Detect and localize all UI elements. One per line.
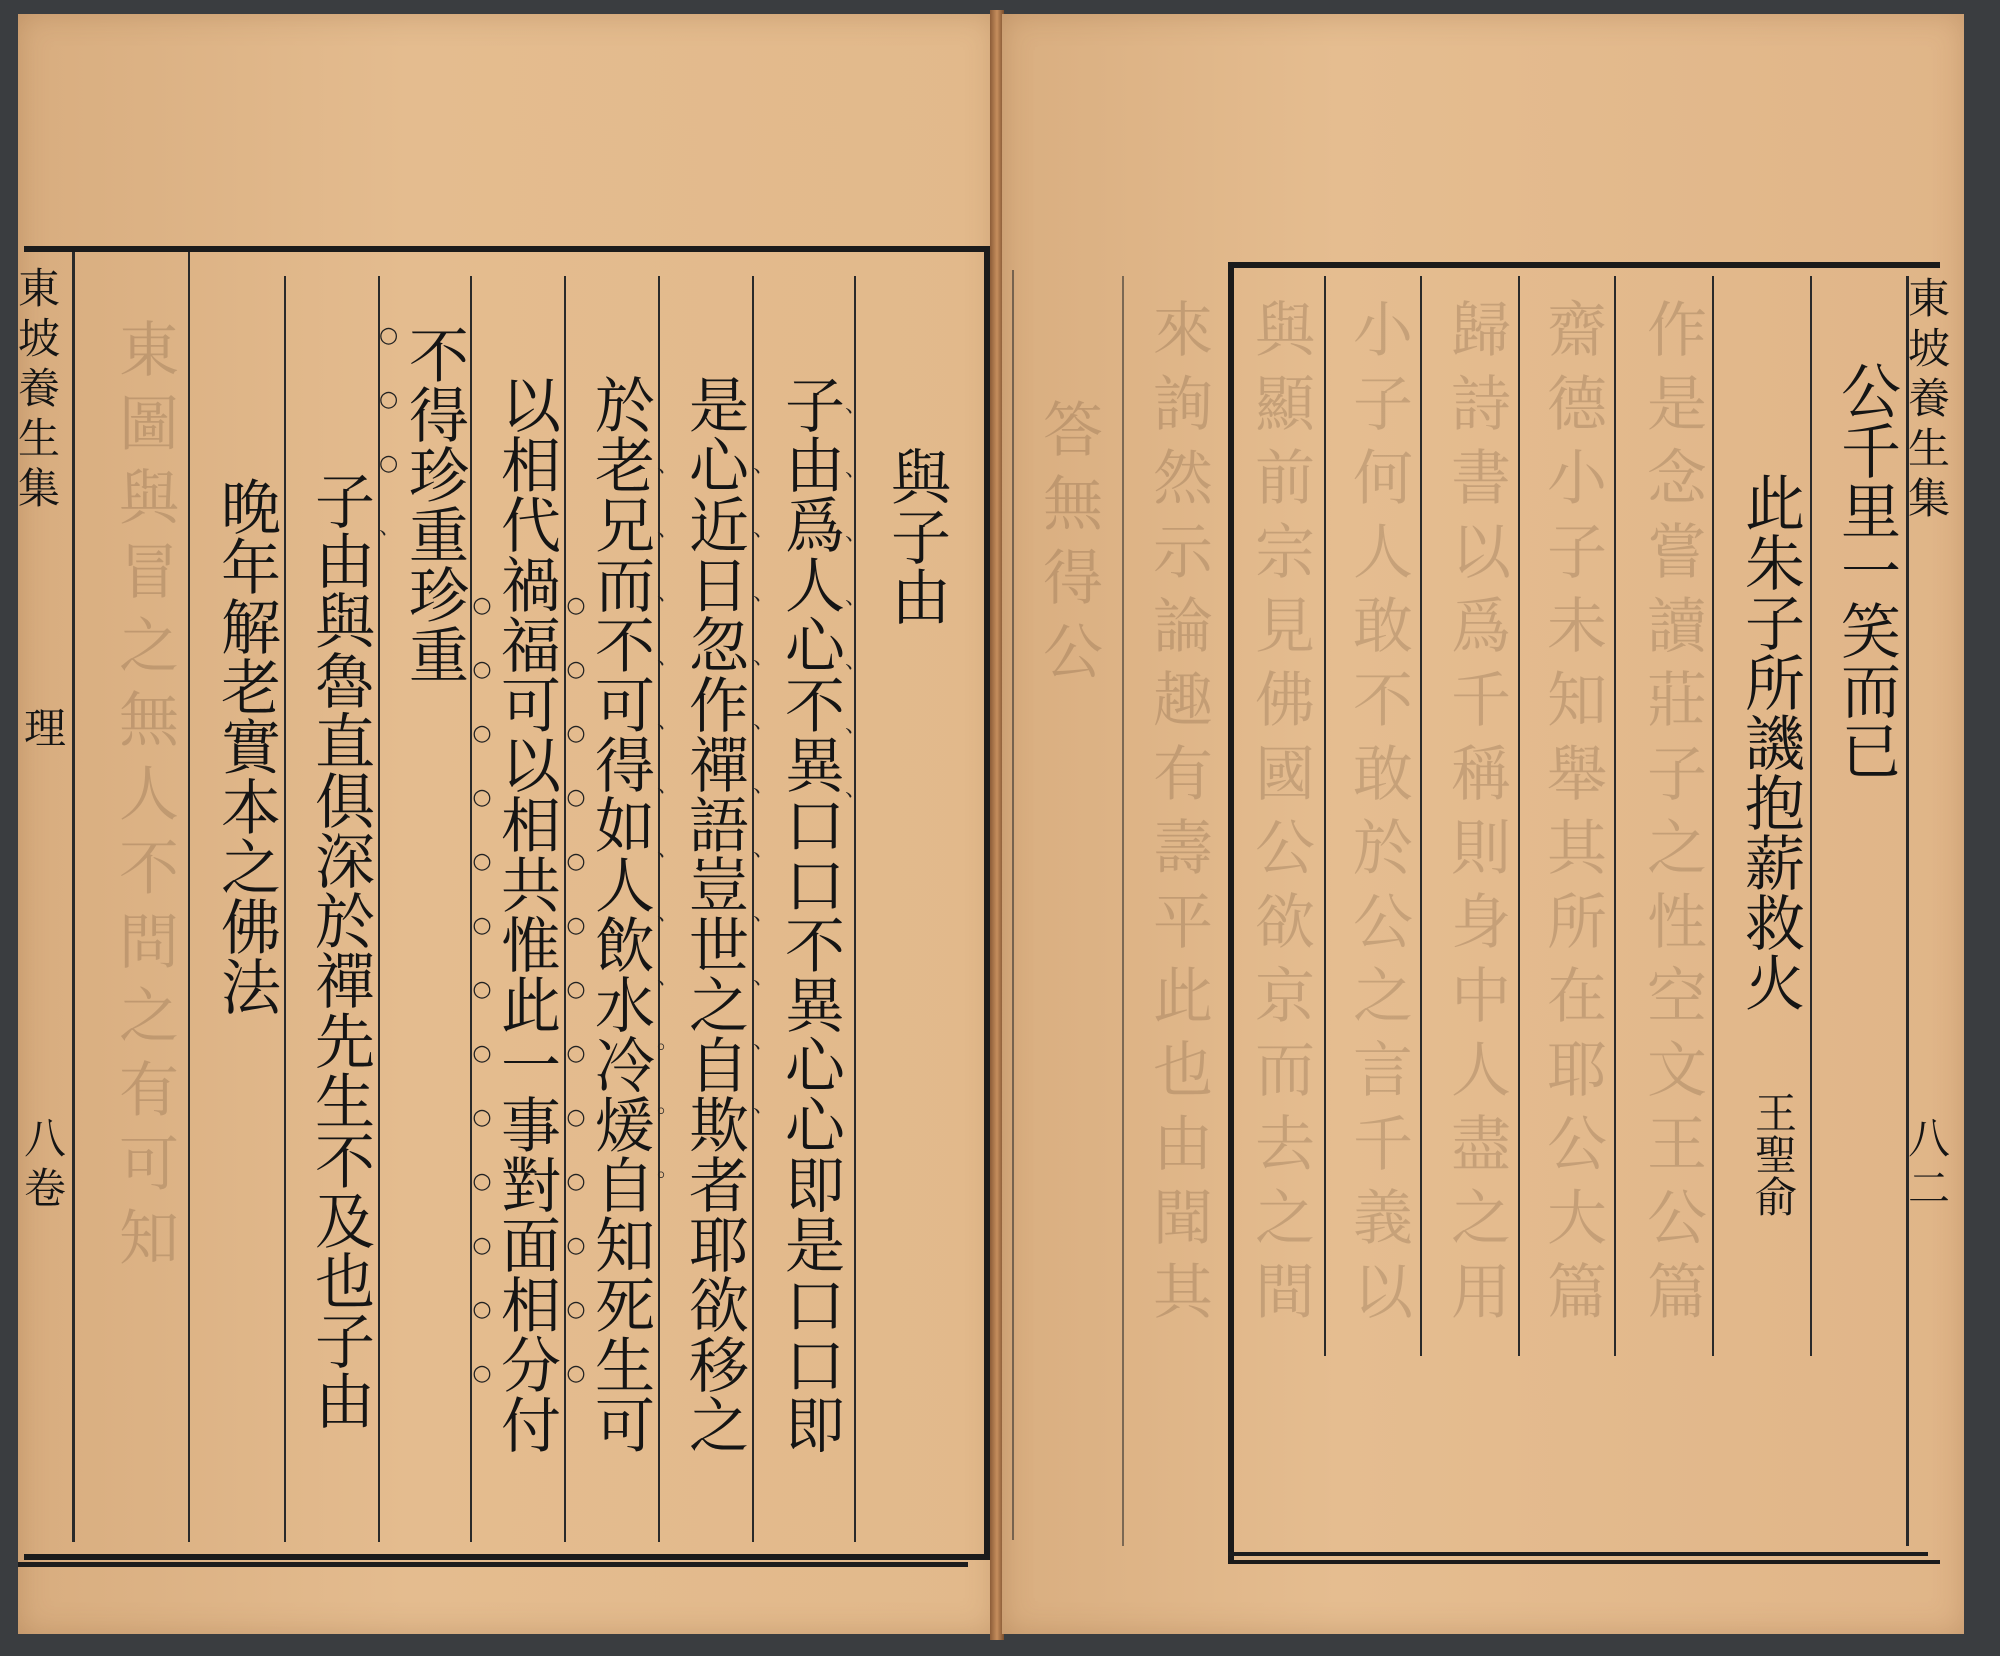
- text-column: 於老兄而不可得如人飲水冷煖自知死生可: [585, 374, 655, 1454]
- column-rule: [72, 252, 75, 1542]
- column-rule: [1324, 276, 1326, 1356]
- bleed-through-text: 來 詢 然 示 論 趣 有 壽 平 此 也 由 聞 其: [1153, 296, 1213, 1328]
- text-column: 是心近日忽作禪語豈世之自欺者耶欲移之: [679, 374, 749, 1454]
- bottom-rule: [18, 1562, 968, 1567]
- column-rule: [1122, 276, 1124, 1546]
- bottom-rule: [1228, 1552, 1928, 1556]
- punctuation-marks: 、 、 、 、 、 、 、: [845, 393, 868, 802]
- punctuation-marks: 、 、 、 、 、 、 、 、 、 。 。 。: [657, 453, 680, 1182]
- text-column: 子由爲人心不異口口不異心心即是口口即: [775, 374, 845, 1454]
- punctuation-marks: ○ ○ ○ 、: [379, 323, 402, 540]
- margin-volume: 八 卷: [23, 1114, 66, 1213]
- right-page: [1002, 14, 1964, 1634]
- margin-title: 東坡養生集: [18, 264, 61, 513]
- quoted-line-column: 此朱子所譏抱薪救火: [1735, 472, 1805, 1012]
- punctuation-marks: ○ ○ ○ ○ ○ ○ ○ ○ ○ ○ ○ ○ ○: [472, 593, 492, 1386]
- text-column: 不得珍重珍重: [399, 324, 469, 684]
- text-column: 公千里一笑而已: [1831, 360, 1901, 780]
- punctuation-marks: 、 、 、 、 、 、 、 、 、 、 、: [753, 453, 776, 1118]
- column-rule: [1518, 276, 1520, 1356]
- text-column: 以相代禍福可以相共惟此一事對面相分付: [491, 374, 561, 1454]
- bleed-through-text: 與 顯 前 宗 見 佛 國 公 欲 京 而 去 之 間: [1255, 296, 1315, 1328]
- bleed-through-text: 歸 詩 書 以 爲 千 稱 則 身 中 人 盡 之 用: [1451, 296, 1511, 1328]
- column-rule: [1712, 276, 1714, 1356]
- letter-heading: 與子由: [881, 446, 951, 626]
- bleed-through-text: 小 子 何 人 敢 不 敢 於 公 之 言 千 義 以: [1353, 296, 1413, 1328]
- column-rule: [1012, 270, 1014, 1540]
- margin-section: 理: [23, 704, 66, 753]
- column-rule: [188, 252, 190, 1542]
- column-rule: [1420, 276, 1422, 1356]
- page-number: 八二: [1908, 1114, 1951, 1213]
- column-rule: [1614, 276, 1616, 1356]
- margin-title: 東坡養生集: [1908, 274, 1951, 523]
- bleed-through-text: 答 無 得 公: [1043, 396, 1103, 688]
- column-rule: [284, 276, 286, 1542]
- commentary-column: 子由與魯直俱深於禪先生不及也子由: [305, 470, 375, 1430]
- bleed-through-text: 作 是 念 嘗 讀 莊 子 之 性 空 文 王 公 篇: [1647, 296, 1707, 1328]
- bleed-through-text: 齋 德 小 子 未 知 舉 其 所 在 耶 公 大 篇: [1547, 296, 1607, 1328]
- punctuation-marks: ○ ○ ○ ○ ○ ○ ○ ○ ○ ○ ○ ○ ○: [566, 593, 586, 1386]
- left-page: [18, 14, 996, 1634]
- column-rule: [1810, 276, 1812, 1356]
- bleed-through-text: 東 圖 與 冒 之 無 人 不 問 之 有 可 知: [119, 316, 179, 1274]
- attribution-note: 王聖俞: [1749, 1091, 1798, 1217]
- commentary-column: 晚年解老實本之佛法: [211, 476, 281, 1016]
